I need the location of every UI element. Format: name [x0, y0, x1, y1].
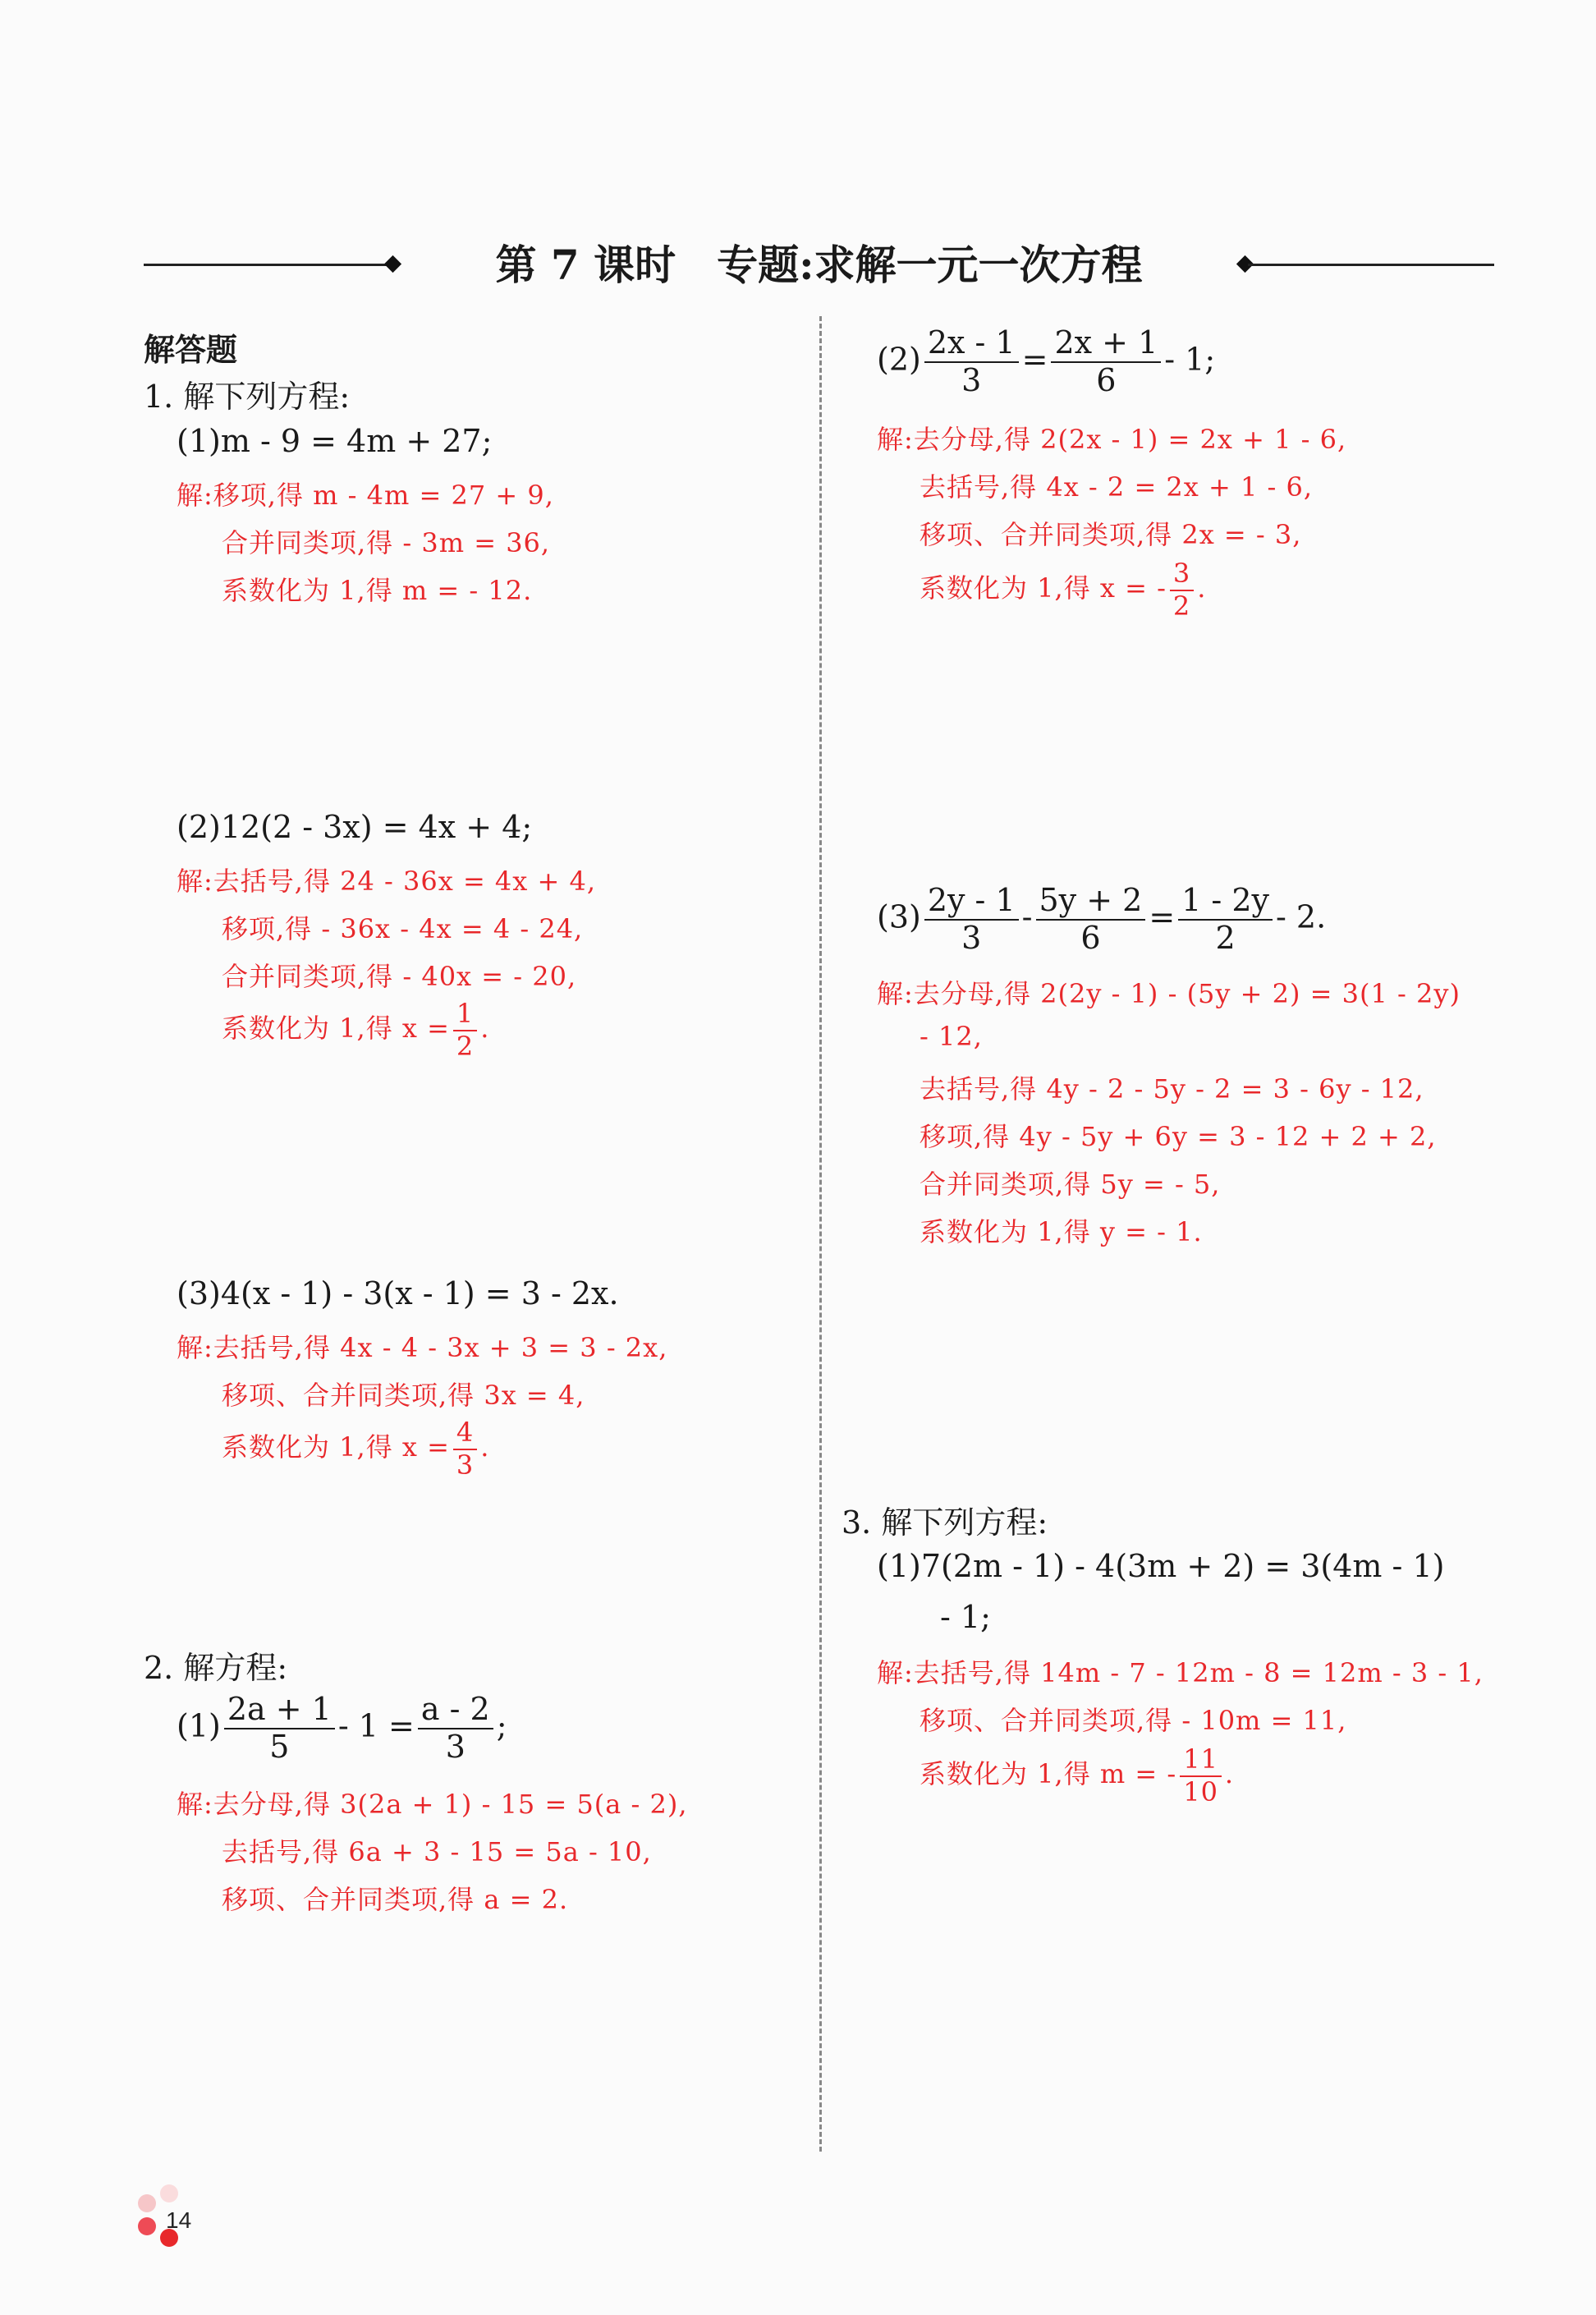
page-number: 14	[166, 2207, 192, 2233]
q3-p1-answer-line: 移项、合并同类项,得 - 10m = 11,	[920, 1705, 1347, 1736]
fraction-numerator: a - 2	[418, 1693, 493, 1729]
problem-text: -	[1021, 898, 1033, 935]
fraction-numerator: 3	[1170, 560, 1194, 591]
answer-end: .	[1197, 572, 1207, 604]
q2-p3-answer-line: - 12,	[920, 1021, 983, 1052]
q2-p2-answer-line: 移项、合并同类项,得 2x = - 3,	[920, 519, 1302, 550]
fraction-denominator: 2	[456, 1030, 475, 1062]
q1-p1-answer-line: 解:移项,得 m - 4m = 27 + 9,	[177, 480, 554, 511]
answer-text: 系数化为 1,得 x =	[222, 1013, 450, 1045]
q2-p3-answer-line: 移项,得 4y - 5y + 6y = 3 - 12 + 2 + 2,	[920, 1121, 1437, 1152]
fraction	[224, 1693, 335, 1764]
q2-p2-answer-final	[920, 560, 1206, 620]
fraction-numerator: 2y - 1	[924, 884, 1019, 921]
q2-p3-problem	[877, 884, 1326, 955]
page-title: 第 7 课时 专题:求解一元一次方程	[495, 241, 1143, 289]
decor-dot-icon	[138, 2194, 156, 2212]
fraction-denominator: 3	[961, 361, 982, 398]
fraction-denominator: 3	[456, 1449, 475, 1481]
answer-end: .	[480, 1013, 490, 1045]
q2-p1-answer-line: 解:去分母,得 3(2a + 1) - 15 = 5(a - 2),	[177, 1789, 688, 1820]
q3-p1-problem: (1)7(2m - 1) - 4(3m + 2) = 3(4m - 1)	[877, 1548, 1445, 1584]
q1-p3-problem: (3)4(x - 1) - 3(x - 1) = 3 - 2x.	[177, 1275, 619, 1311]
decor-dot-icon	[138, 2217, 156, 2235]
problem-number: (1)	[177, 1707, 221, 1744]
q1-p1-answer-line: 合并同类项,得 - 3m = 36,	[222, 527, 551, 558]
fraction-numerator: 2x - 1	[924, 327, 1019, 363]
fraction-denominator: 3	[961, 919, 982, 956]
q3-p1-problem-cont: - 1;	[940, 1599, 991, 1635]
q2-p1-answer-line: 移项、合并同类项,得 a = 2.	[222, 1884, 569, 1915]
title-rule-right	[1248, 264, 1494, 266]
q1-p2-answer-line: 解:去括号,得 24 - 36x = 4x + 4,	[177, 866, 597, 897]
q2-p1-problem	[177, 1693, 507, 1764]
fraction	[418, 1693, 493, 1764]
q2-p3-answer-line: 合并同类项,得 5y = - 5,	[920, 1169, 1221, 1200]
fraction-numerator: 5y + 2	[1036, 884, 1146, 921]
q2-p3-answer-line: 系数化为 1,得 y = - 1.	[920, 1216, 1203, 1247]
fraction-denominator: 6	[1096, 361, 1117, 398]
problem-end: - 1;	[1164, 341, 1216, 378]
fraction-denominator: 10	[1183, 1775, 1218, 1807]
fraction	[924, 884, 1019, 955]
q1-p2-answer-final	[222, 1000, 489, 1060]
answer-text: 系数化为 1,得 x = -	[920, 572, 1167, 604]
fraction-numerator: 2a + 1	[224, 1693, 335, 1729]
q1-p3-answer-final	[222, 1419, 489, 1479]
q1-p2-problem: (2)12(2 - 3x) = 4x + 4;	[177, 809, 533, 845]
fraction-denominator: 3	[445, 1728, 466, 1765]
problem-number: (3)	[877, 898, 921, 935]
fraction-numerator: 1 - 2y	[1178, 884, 1273, 921]
q1-label: 1. 解下列方程:	[144, 379, 351, 415]
problem-text: =	[1149, 898, 1176, 935]
q3-p1-answer-final	[920, 1743, 1235, 1807]
fraction-denominator: 2	[1172, 590, 1191, 622]
problem-number: (2)	[877, 341, 921, 378]
fraction	[1180, 1743, 1222, 1807]
fraction-numerator: 2x + 1	[1051, 327, 1161, 363]
q2-label: 2. 解方程:	[144, 1650, 288, 1686]
problem-end: ;	[496, 1707, 507, 1744]
section-label: 解答题	[144, 331, 238, 368]
q1-p2-answer-line: 移项,得 - 36x - 4x = 4 - 24,	[222, 913, 584, 944]
fraction-numerator: 4	[453, 1419, 477, 1450]
q1-p2-answer-line: 合并同类项,得 - 40x = - 20,	[222, 961, 577, 992]
answer-end: .	[1224, 1758, 1235, 1790]
q1-p1-problem: (1)m - 9 = 4m + 27;	[177, 423, 493, 459]
fraction-denominator: 6	[1080, 919, 1101, 956]
q3-label: 3. 解下列方程:	[842, 1504, 1048, 1541]
q1-p3-answer-line: 移项、合并同类项,得 3x = 4,	[222, 1380, 585, 1411]
q3-p1-answer-line: 解:去括号,得 14m - 7 - 12m - 8 = 12m - 3 - 1,	[877, 1657, 1484, 1688]
problem-text: - 1 =	[337, 1707, 415, 1744]
fraction	[1170, 560, 1194, 620]
column-divider	[819, 316, 822, 2152]
problem-text: =	[1021, 341, 1048, 378]
q2-p3-answer-line: 解:去分母,得 2(2y - 1) - (5y + 2) = 3(1 - 2y)	[877, 978, 1461, 1009]
fraction	[453, 1419, 477, 1479]
decor-dot-icon	[160, 2184, 178, 2202]
q2-p2-problem	[877, 324, 1216, 398]
problem-end: - 2.	[1276, 898, 1327, 935]
fraction	[1036, 884, 1146, 955]
q2-p3-answer-line: 去括号,得 4y - 2 - 5y - 2 = 3 - 6y - 12,	[920, 1073, 1424, 1105]
fraction	[1178, 884, 1273, 955]
fraction-denominator: 5	[269, 1728, 290, 1765]
q1-p1-answer-line: 系数化为 1,得 m = - 12.	[222, 575, 533, 606]
q2-p1-answer-line: 去括号,得 6a + 3 - 15 = 5a - 10,	[222, 1836, 652, 1867]
fraction-numerator: 11	[1180, 1746, 1222, 1777]
q2-p2-answer-line: 解:去分母,得 2(2x - 1) = 2x + 1 - 6,	[877, 424, 1347, 455]
fraction-denominator: 2	[1215, 919, 1236, 956]
title-row	[144, 234, 1494, 300]
q1-p3-answer-line: 解:去括号,得 4x - 4 - 3x + 3 = 3 - 2x,	[177, 1332, 668, 1363]
fraction	[453, 1000, 477, 1060]
answer-text: 系数化为 1,得 x =	[222, 1431, 450, 1463]
answer-end: .	[480, 1431, 490, 1463]
fraction-numerator: 1	[453, 1000, 477, 1031]
answer-text: 系数化为 1,得 m = -	[920, 1758, 1177, 1790]
fraction	[1051, 324, 1161, 398]
q2-p2-answer-line: 去括号,得 4x - 2 = 2x + 1 - 6,	[920, 471, 1314, 503]
fraction	[924, 324, 1019, 398]
